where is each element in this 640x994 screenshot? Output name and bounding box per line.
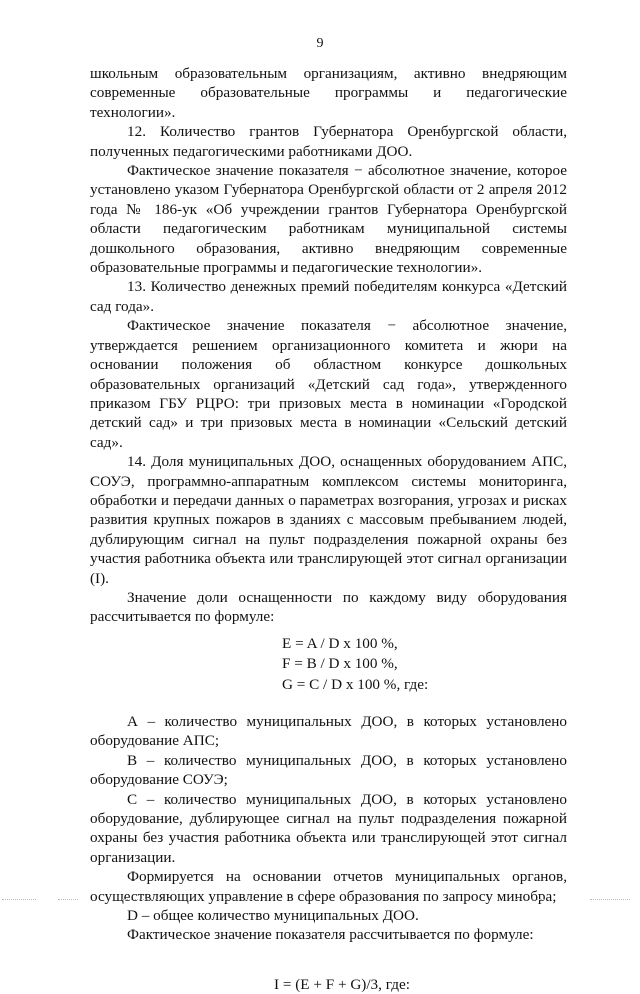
scan-mark (516, 899, 544, 901)
formula-f: F = B / D x 100 %, (282, 655, 398, 673)
formula-i: I = (E + F + G)/3, где: (274, 975, 410, 993)
item-13-heading: 13. Количество денежных премий победителям конкурса «Детский сад года». (90, 278, 567, 315)
scan-mark (218, 899, 258, 901)
definition-b: В – количество муниципальных ДОО, в которых установлено оборудование СОУЭ; (90, 751, 567, 789)
item-12-heading: 12. Количество грантов Губернатора Оренбургской области, полученных педагогическими работниками ДОО. (90, 123, 567, 160)
scan-mark (58, 899, 78, 901)
definition-a: А – количество муниципальных ДОО, в которых установлено оборудование АПС; (90, 713, 567, 750)
item-13-description: Фактическое значение показателя − абсолютное значение, утверждается решением организационного комитета и жюри на основании положения об областном конкурсе дошкольных образовательных организаций «Детский сад года», утвержденного приказом ГБУ РЦРО: три призовых места в номинации «Городской детский сад» и три призовых места в номинации «Сельский детский сад». (90, 317, 567, 451)
scan-mark (590, 899, 630, 901)
paragraph-continuation: школьным образовательным организациям, активно внедряющим современные образовательные программы и педагогические технологии». (90, 65, 567, 121)
formula-i-intro: Фактическое значение показателя рассчитывается по формуле: (127, 926, 534, 944)
item-14-heading: 14. Доля муниципальных ДОО, оснащенных оборудованием АПС, СОУЭ, программно-аппаратным комплексом системы мониторинга, обработки и передачи данных о параметрах возгорания, угрозах и рисках развития крупных пожаров в зданиях с массовым пребыванием людей, дублирующим сигнал на пульт подразделения пожарной охраны без участия работника объекта или транслирующей этот сигнал организации (I). (90, 453, 567, 587)
scan-mark (122, 899, 158, 901)
page-number: 9 (316, 36, 324, 51)
formula-e: E = A / D x 100 %, (282, 634, 398, 652)
definition-d: D – общее количество муниципальных ДОО. (127, 907, 419, 925)
scan-mark (2, 899, 36, 901)
formula-intro: Значение доли оснащенности по каждому виду оборудования рассчитывается по формуле: (90, 588, 567, 626)
scan-edge-marks (0, 895, 640, 905)
formula-g: G = C / D x 100 %, где: (282, 675, 429, 693)
definition-c: С – количество муниципальных ДОО, в которых установлено оборудование, дублирующее сигнал на пульт подразделения пожарной охраны без участия работника объекта или транслирующей этот сигнал организации. (90, 790, 567, 866)
document-body (90, 64, 567, 994)
data-source-note: Формируется на основании отчетов муниципальных органов, осуществляющих управление в сфере образования по запросу минобра; (90, 868, 567, 905)
item-12-description: Фактическое значение показателя − абсолютное значение, которое установлено указом Губернатора Оренбургской области от 2 апреля 2012 года № 186-ук «Об учреждении грантов Губернатора Оренбургской области педагогическим работникам муниципальной системы дошкольного образования, активно внедряющим современные образовательные программы и педагогические технологии». (90, 162, 567, 277)
